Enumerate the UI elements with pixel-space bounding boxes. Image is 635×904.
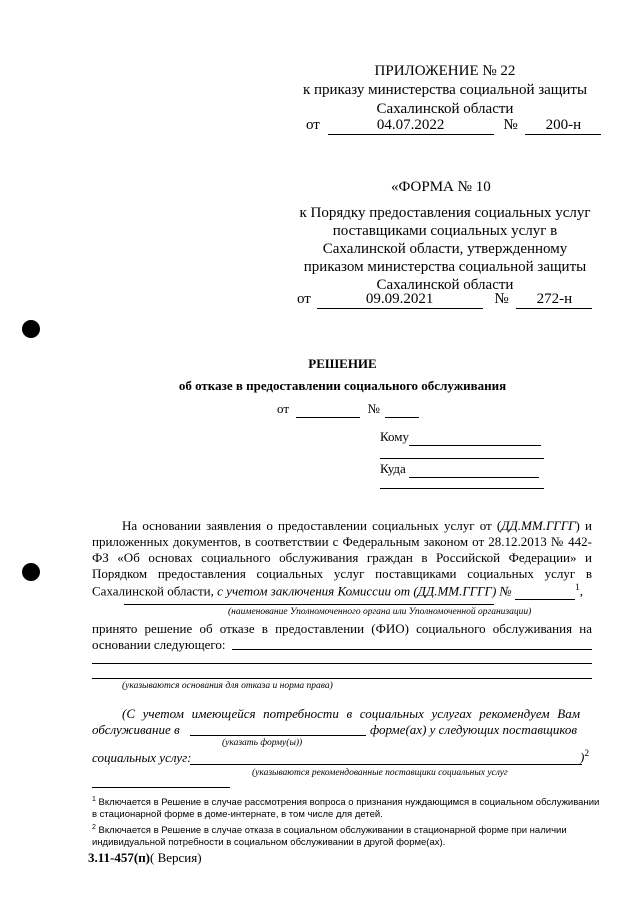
appendix-date-line	[306, 116, 606, 135]
form-line: приказом министерства социальной защиты	[303, 259, 587, 275]
footer-version: ( Версия)	[150, 850, 202, 865]
form-block	[280, 204, 610, 294]
org-caption	[228, 606, 531, 618]
appendix-block	[280, 62, 610, 119]
decision-title-text: РЕШЕНИЕ	[308, 356, 377, 371]
body-paragraph-3b	[370, 722, 577, 738]
commission-number-field[interactable]	[515, 583, 575, 600]
para1-italic: с учетом заключения Комиссии от (ДД.ММ.ГГГГ) №	[217, 583, 512, 599]
appendix-date: 04.07.2022	[328, 116, 494, 135]
para3b-text: форме(ах) у следующих поставщиков	[370, 722, 578, 737]
to-label: Кому	[380, 429, 410, 444]
para3c-text: социальных услуг:	[92, 750, 192, 765]
decision-no-label: №	[367, 401, 380, 416]
appendix-line1: к приказу министерства социальной защиты	[302, 82, 588, 98]
form-line: поставщиками социальных услуг в	[332, 223, 558, 239]
para3a-text: (С учетом имеющейся потребности в социальных услугах рекомендуем Вам обслуживание в	[92, 706, 580, 737]
appendix-line2: Сахалинской области	[376, 101, 514, 117]
providers-caption-text: (указываются рекомендованные поставщики социальных услуг	[252, 768, 508, 778]
addressee-where	[380, 461, 539, 478]
form-title: «ФОРМА № 10	[391, 179, 491, 195]
appendix-title: ПРИЛОЖЕНИЕ № 22	[374, 63, 516, 79]
form-number: 272-н	[516, 290, 592, 309]
footnote-2-text: Включается в Решение в случае отказа в социальном обслуживании в стационарной форме при наличии индивидуальной потребности в социальном обслуживании в другой форме(ах).	[92, 825, 567, 849]
org-caption-text: (наименование Уполномоченного органа или Уполномоченной организации)	[228, 607, 532, 617]
form-from-label: от	[297, 291, 311, 307]
reasons-caption	[122, 680, 333, 692]
reason-line-2[interactable]	[92, 663, 592, 664]
form-caption	[222, 737, 302, 749]
footnote-1	[92, 794, 602, 821]
footnote-ref-1: 1	[575, 583, 580, 593]
reasons-caption-text: (указываются основания для отказа и норма права)	[122, 681, 333, 691]
punch-hole-bottom	[22, 563, 40, 581]
para2-text: принято решение об отказе в предоставлении (ФИО) социального обслуживания на основании следующего:	[92, 621, 592, 652]
decision-subtitle-text: об отказе в предоставлении социального обслуживания	[178, 378, 507, 393]
punch-hole-top	[22, 320, 40, 338]
footnote-2-mark: 2	[92, 824, 96, 832]
providers-caption	[252, 767, 508, 779]
appendix-no-label: №	[503, 117, 518, 133]
para3-closing: )$^2$	[580, 749, 590, 765]
appendix-from-label: от	[306, 117, 320, 133]
footnote-2	[92, 822, 602, 849]
where-field-line2[interactable]	[380, 488, 544, 489]
decision-number-field[interactable]	[385, 401, 419, 418]
para1-start: На основании заявления о предоставлении социальных услуг от (	[122, 518, 502, 533]
form-date: 09.09.2021	[317, 290, 483, 309]
para1-mid: ) и приложенных документов, в соответствии с Федеральным законом от 28.12.2013 № 442-ФЗ «Об основах социального обслуживания граждан в Российской Федерации» и Порядком предоставления социальных услуг поставщиками социальных услуг в Сахалинской области,	[92, 518, 592, 599]
form-date-line	[297, 290, 607, 309]
decision-from-label: от	[277, 401, 290, 416]
footer-code-line	[88, 850, 202, 866]
to-field[interactable]	[409, 429, 541, 446]
footnotes	[92, 794, 602, 849]
footnote-separator	[92, 787, 230, 788]
form-line: Сахалинской области	[376, 277, 514, 293]
where-label: Куда	[380, 461, 406, 476]
decision-subtitle	[0, 378, 635, 394]
body-paragraph-1: На основании заявления о предоставлении социальных услуг от (ДД.ММ.ГГГГ) и приложенных документов, в соответствии с Федеральным законом от 28.12.2013 № 442-ФЗ «Об основах социального обслуживания граждан в Российской Федерации» и Порядком предоставления социальных услуг поставщиками социальных услуг в Сахалинской области, с учетом заключения Комиссии от (ДД.ММ.ГГГГ) № $^1$,	[92, 518, 592, 599]
to-field-line2[interactable]	[380, 458, 544, 459]
providers-field[interactable]	[190, 764, 582, 765]
form-line: Сахалинской области, утвержденному	[322, 241, 568, 257]
form-type-field[interactable]	[190, 735, 366, 736]
footnote-1-mark: 1	[92, 796, 96, 803]
form-line: к Порядку предоставления социальных услуг	[299, 205, 591, 221]
decision-date-line	[277, 401, 419, 418]
footnote-ref-2: 2	[584, 749, 590, 759]
footnote-1-text: Включается в Решение в случае рассмотрения вопроса о признания нуждающимся в социальном обслуживании в стационарной форме в доме-интернате, в том числе для детей.	[92, 797, 600, 821]
reason-line-1[interactable]	[232, 649, 592, 650]
body-paragraph-3c	[92, 750, 192, 766]
decision-title	[0, 356, 635, 372]
para1-date: ДД.ММ.ГГГГ	[501, 518, 576, 533]
decision-date-field[interactable]	[296, 401, 360, 418]
appendix-number: 200-н	[525, 116, 601, 135]
addressee-to	[380, 429, 541, 446]
reason-line-3[interactable]	[92, 678, 592, 679]
footer-code: 3.11-457(п)	[88, 850, 151, 865]
form-no-label: №	[494, 291, 509, 307]
org-name-line[interactable]	[124, 604, 494, 605]
form-caption-text: (указать форму(ы))	[222, 738, 303, 748]
where-field[interactable]	[409, 461, 539, 478]
